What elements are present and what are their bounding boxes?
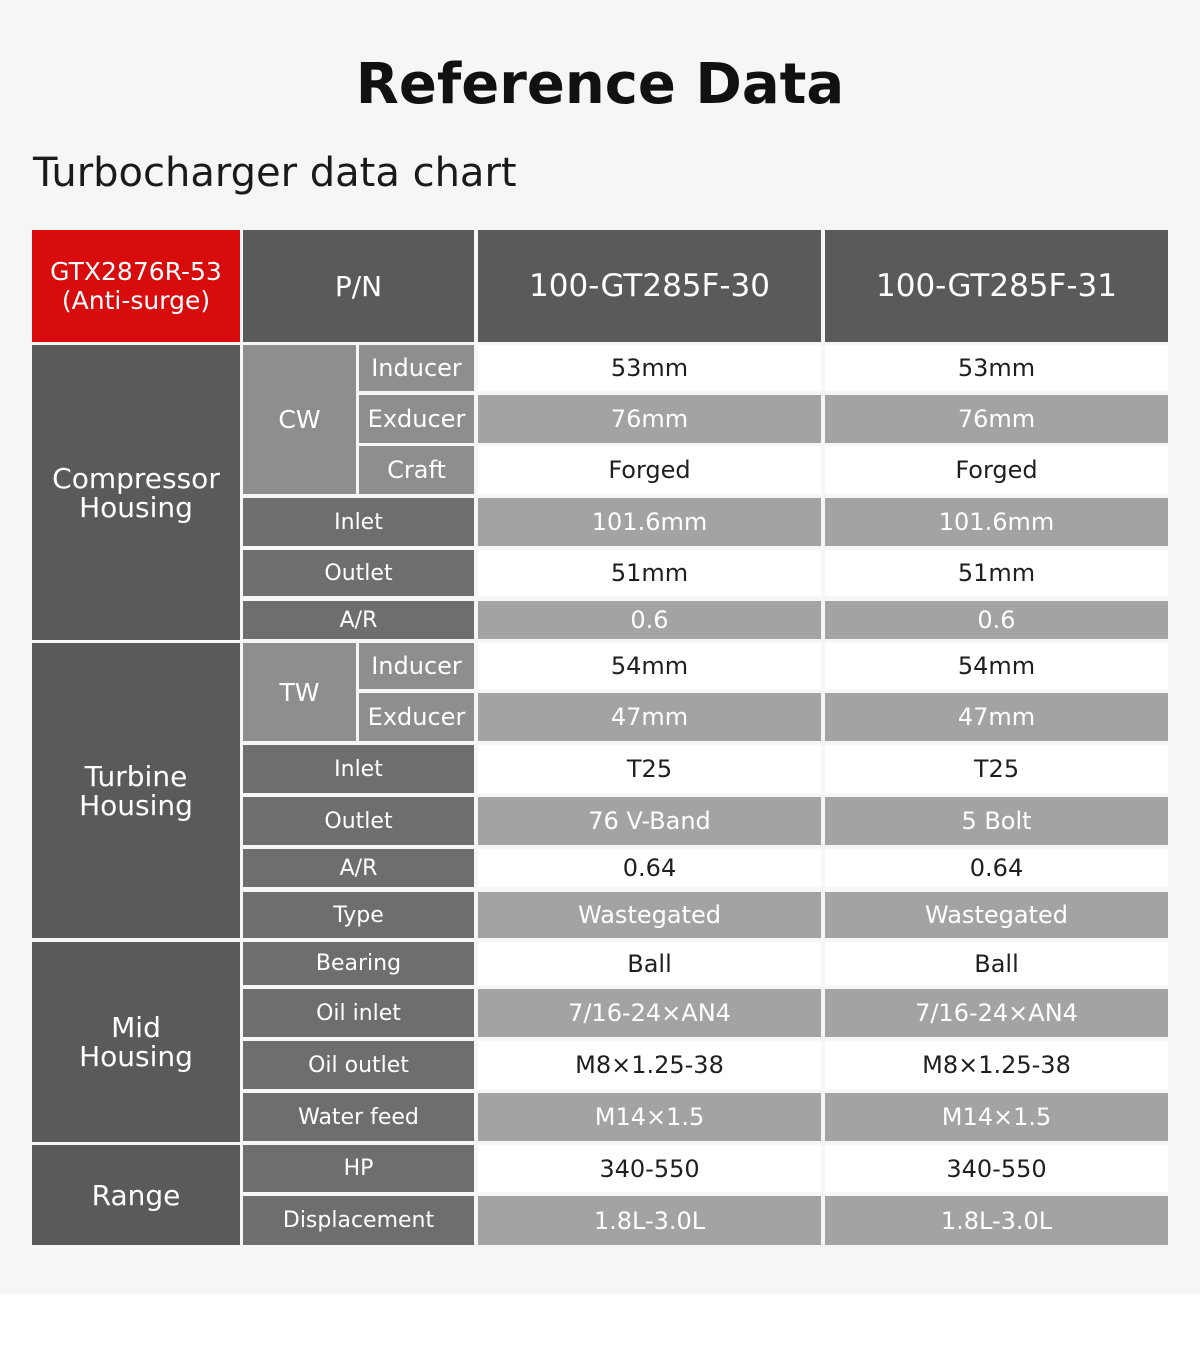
- model-name: GTX2876R-53: [50, 257, 222, 286]
- row-value: M14×1.5: [825, 1093, 1168, 1141]
- section-compressor-line2: Housing: [79, 490, 193, 524]
- row-value: 340-550: [478, 1145, 821, 1192]
- row-value: M8×1.25-38: [478, 1041, 821, 1089]
- row-label: Displacement: [243, 1196, 474, 1245]
- row-value: 0.64: [478, 849, 821, 887]
- row-value: 53mm: [825, 345, 1168, 391]
- row-label: Exducer: [359, 693, 474, 741]
- row-value: 0.64: [825, 849, 1168, 887]
- row-value: M14×1.5: [478, 1093, 821, 1141]
- row-value: Ball: [478, 942, 821, 985]
- row-value: 47mm: [478, 693, 821, 741]
- row-value: T25: [478, 745, 821, 793]
- row-value: Forged: [825, 446, 1168, 494]
- row-value: 0.6: [478, 601, 821, 639]
- section-mid-line1: Mid: [111, 1011, 161, 1044]
- row-label: HP: [243, 1145, 474, 1192]
- row-label: A/R: [243, 601, 474, 639]
- row-value: T25: [825, 745, 1168, 793]
- row-value: 47mm: [825, 693, 1168, 741]
- section-mid-line2: Housing: [79, 1040, 193, 1073]
- row-value: 1.8L-3.0L: [478, 1196, 821, 1245]
- row-value: 76mm: [825, 395, 1168, 443]
- row-label: Exducer: [359, 395, 474, 443]
- row-value: 54mm: [478, 643, 821, 689]
- row-label: Inducer: [359, 345, 474, 391]
- row-value: M8×1.25-38: [825, 1041, 1168, 1089]
- row-value: 53mm: [478, 345, 821, 391]
- section-mid-housing: [32, 942, 240, 1142]
- column-header-2: 100-GT285F-31: [825, 230, 1168, 342]
- section-turbine-line1: Turbine: [84, 759, 188, 793]
- section-turbine-housing: [32, 643, 240, 938]
- group-cw: CW: [243, 345, 356, 494]
- row-value: 51mm: [825, 550, 1168, 596]
- row-value: 7/16-24×AN4: [478, 989, 821, 1037]
- row-value: 5 Bolt: [825, 797, 1168, 845]
- row-label: Craft: [359, 446, 474, 494]
- section-compressor-housing: [32, 345, 240, 640]
- row-label: Oil outlet: [243, 1041, 474, 1089]
- model-variant: (Anti-surge): [61, 286, 211, 315]
- row-value: 51mm: [478, 550, 821, 596]
- page-subtitle: Turbocharger data chart: [33, 150, 517, 196]
- column-header-1: 100-GT285F-30: [478, 230, 821, 342]
- pn-header: P/N: [243, 230, 474, 342]
- row-label: Water feed: [243, 1093, 474, 1141]
- section-range: Range: [32, 1145, 240, 1245]
- row-value: 76mm: [478, 395, 821, 443]
- row-label: Oil inlet: [243, 989, 474, 1037]
- row-value: 76 V-Band: [478, 797, 821, 845]
- row-value: 340-550: [825, 1145, 1168, 1192]
- row-value: 101.6mm: [825, 498, 1168, 546]
- row-value: Forged: [478, 446, 821, 494]
- row-label: Inducer: [359, 643, 474, 689]
- row-value: Ball: [825, 942, 1168, 985]
- row-label: Type: [243, 892, 474, 938]
- page-title: Reference Data: [355, 52, 845, 117]
- row-label: Bearing: [243, 942, 474, 985]
- row-label: Outlet: [243, 550, 474, 596]
- group-tw: TW: [243, 643, 356, 741]
- row-value: 0.6: [825, 601, 1168, 639]
- row-label: Inlet: [243, 745, 474, 793]
- row-value: 1.8L-3.0L: [825, 1196, 1168, 1245]
- row-value: 54mm: [825, 643, 1168, 689]
- section-turbine-line2: Housing: [79, 788, 193, 822]
- row-value: 101.6mm: [478, 498, 821, 546]
- row-label: A/R: [243, 849, 474, 887]
- model-cell: [32, 230, 240, 342]
- section-compressor-line1: Compressor: [52, 461, 220, 495]
- row-value: Wastegated: [478, 892, 821, 938]
- row-value: 7/16-24×AN4: [825, 989, 1168, 1037]
- row-value: Wastegated: [825, 892, 1168, 938]
- row-label: Inlet: [243, 498, 474, 546]
- row-label: Outlet: [243, 797, 474, 845]
